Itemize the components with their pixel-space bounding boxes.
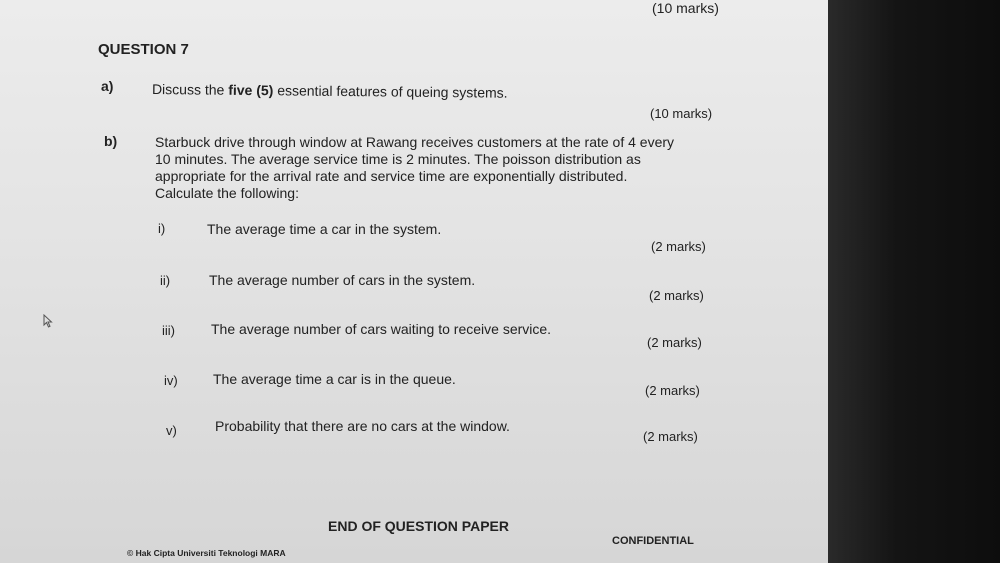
subpart-text: Probability that there are no cars at the window.	[215, 418, 510, 434]
end-of-paper: END OF QUESTION PAPER	[328, 518, 509, 534]
subpart-text: The average number of cars waiting to receive service.	[211, 321, 552, 337]
subpart-marks: (2 marks)	[643, 429, 698, 444]
part-a-text-before: Discuss the	[151, 81, 229, 98]
confidential-label: CONFIDENTIAL	[612, 535, 694, 547]
part-a-marks: (10 marks)	[650, 106, 713, 121]
subpart-marks: (2 marks)	[651, 239, 706, 254]
monitor-bezel	[828, 0, 1000, 563]
subpart-label: iv)	[164, 373, 178, 388]
part-a-label: a)	[101, 78, 114, 94]
part-b-line: appropriate for the arrival rate and service time are exponentially distributed.	[155, 168, 628, 184]
part-b-label: b)	[104, 133, 118, 149]
subpart-label: ii)	[160, 273, 171, 288]
subpart-text: The average time a car is in the queue.	[213, 371, 456, 387]
part-a-text-after: essential features of queing systems.	[273, 82, 508, 101]
part-a-text	[152, 81, 508, 101]
part-b-line: Starbuck drive through window at Rawang receives customers at the rate of 4 every	[155, 134, 675, 150]
part-b-line: Calculate the following:	[155, 185, 299, 201]
subpart-marks: (2 marks)	[647, 335, 702, 350]
subpart-marks: (2 marks)	[645, 383, 700, 398]
subpart-label: i)	[158, 221, 166, 236]
subpart-text: The average time a car in the system.	[207, 221, 442, 237]
part-b-line: 10 minutes. The average service time is 2 minutes. The poisson distribution as	[155, 151, 641, 167]
subpart-label: v)	[166, 423, 177, 438]
part-b-paragraph	[155, 134, 715, 202]
subpart-label: iii)	[162, 323, 175, 338]
part-a-text-bold: five (5)	[228, 81, 274, 99]
question-title: QUESTION 7	[98, 41, 189, 58]
top-marks: (10 marks)	[652, 0, 719, 16]
subpart-text: The average number of cars in the system.	[209, 272, 476, 288]
copyright-notice: © Hak Cipta Universiti Teknologi MARA	[127, 548, 286, 558]
subpart-marks: (2 marks)	[649, 288, 704, 303]
mouse-pointer-icon	[43, 314, 55, 328]
